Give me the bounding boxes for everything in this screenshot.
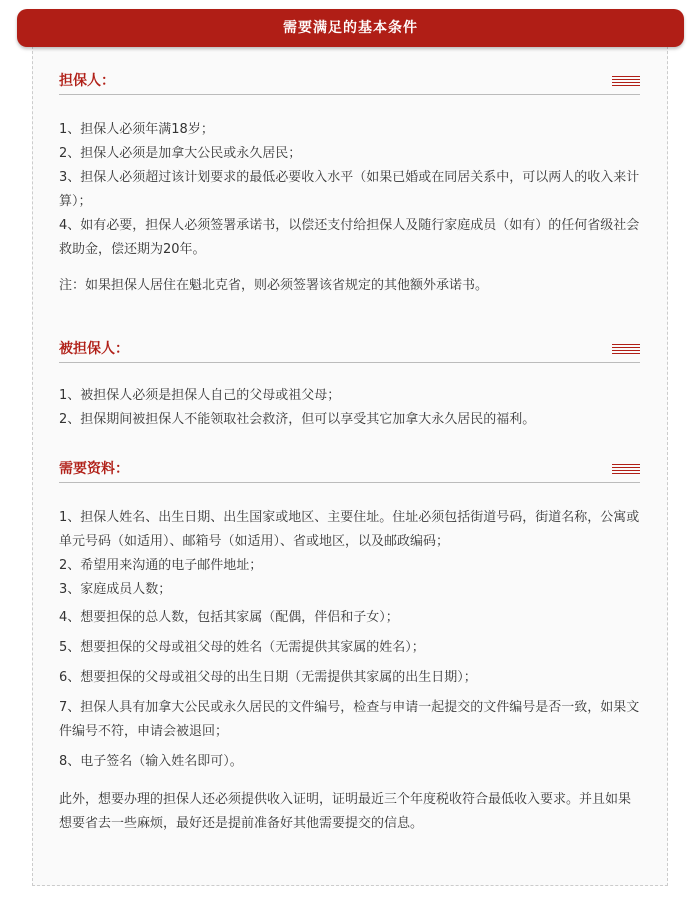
stripes-decoration-icon <box>612 76 640 88</box>
section-title: 被担保人： <box>59 341 129 357</box>
closing-paragraph: 此外，想要办理的担保人还必须提供收入证明，证明最近三个年度税收符合最低收入要求。并且如果想要省去一些麻烦，最好还是提前准备好其他需要提交的信息。 <box>59 792 632 831</box>
stripes-decoration-icon <box>612 464 640 476</box>
note-text: 注：如果担保人居住在魁北克省，则必须签署该省规定的其他额外承诺书。 <box>59 278 489 293</box>
section-title: 需要资料： <box>59 461 129 477</box>
list-item: 1、担保人姓名、出生日期、出生国家或地区、主要住址。住址必须包括街道号码，街道名称，公寓或单元号码（如适用）、邮箱号（如适用）、省或地区，以及邮政编码； <box>59 510 640 549</box>
list-item: 2、担保人必须是加拿大公民或永久居民； <box>59 146 302 161</box>
list-item: 5、想要担保的父母或祖父母的姓名（无需提供其家属的姓名）； <box>59 640 425 655</box>
stripes-decoration-icon <box>612 344 640 356</box>
list-item: 3、担保人必须超过该计划要求的最低必要收入水平（如果已婚或在同居关系中，可以两人的收入来计算）； <box>59 170 640 209</box>
section-title: 担保人： <box>59 73 115 89</box>
section-header-materials <box>59 460 640 483</box>
list-item: 8、电子签名（输入姓名即可）。 <box>59 754 243 769</box>
list-item: 4、想要担保的总人数，包括其家属（配偶，伴侣和子女）； <box>59 610 399 625</box>
list-item: 2、希望用来沟通的电子邮件地址； <box>59 558 263 573</box>
section-body-sponsored <box>59 384 640 432</box>
section-body-materials <box>59 506 640 836</box>
list-item: 6、想要担保的父母或祖父母的出生日期（无需提供其家属的出生日期）； <box>59 670 477 685</box>
list-item: 2、担保期间被担保人不能领取社会救济，但可以享受其它加拿大永久居民的福利。 <box>59 412 536 427</box>
list-item: 4、如有必要，担保人必须签署承诺书，以偿还支付给担保人及随行家庭成员（如有）的任何省级社会救助金，偿还期为20年。 <box>59 218 640 257</box>
page-title-banner: 需要满足的基本条件 <box>17 9 684 47</box>
list-item: 3、家庭成员人数； <box>59 582 172 597</box>
list-item: 1、担保人必须年满18岁； <box>59 122 214 137</box>
list-item: 1、被担保人必须是担保人自己的父母或祖父母； <box>59 388 341 403</box>
list-item: 7、担保人具有加拿大公民或永久居民的文件编号，检查与申请一起提交的文件编号是否一致，如果文件编号不符，申请会被退回； <box>59 700 640 739</box>
section-header-sponsored <box>59 340 640 363</box>
section-body-sponsor <box>59 118 640 298</box>
section-header-sponsor <box>59 72 640 95</box>
